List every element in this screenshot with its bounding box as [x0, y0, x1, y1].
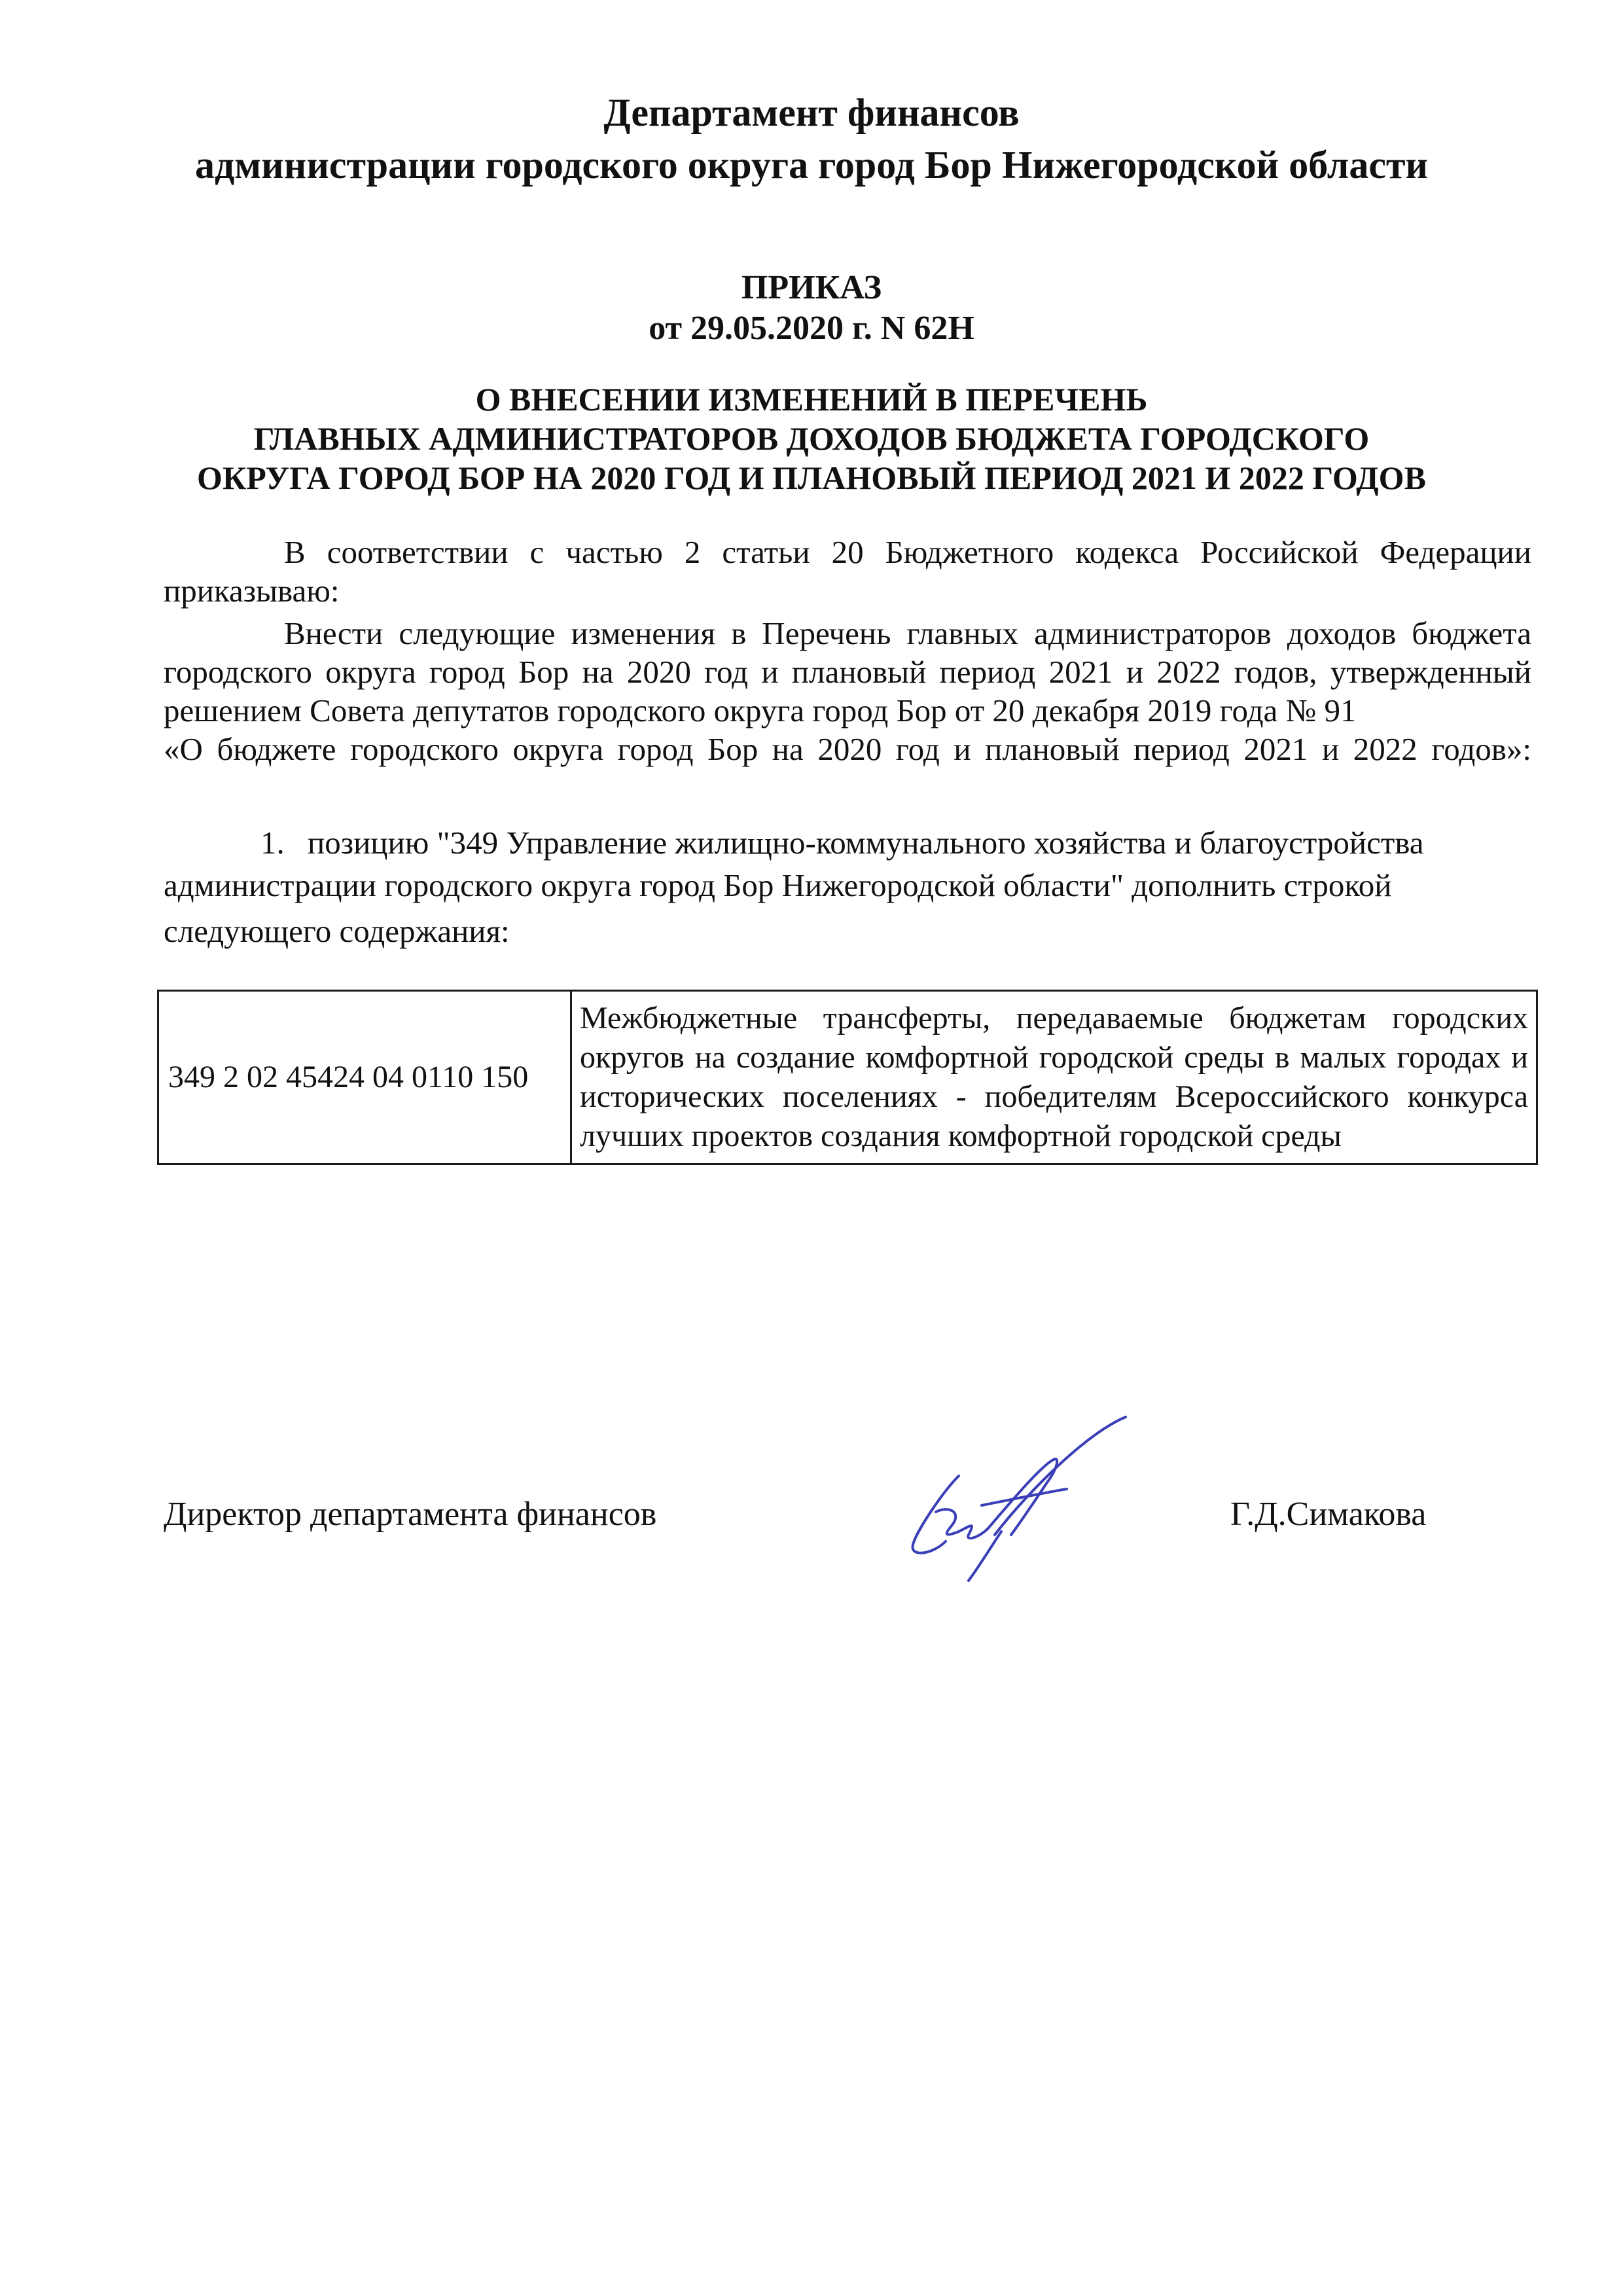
paragraph-changes-line-4: «О бюджете городского округа город Бор на 2020 год и плановый период 2021 и 2022 годов»: — [164, 731, 1531, 767]
description-line-4: лучших проектов создания комфортной городской среды — [580, 1119, 1342, 1153]
paragraph-changes-line-2: городского округа город Бор на 2020 год и плановый период 2021 и 2022 годов, утвержденный — [164, 654, 1531, 690]
income-code-table — [157, 990, 1538, 1165]
subject-line-1: О ВНЕСЕНИИ ИЗМЕНЕНИЙ В ПЕРЕЧЕНЬ — [475, 381, 1148, 418]
item-text-line-2: администрации городского округа город Бор Нижегородской области" дополнить строкой — [164, 867, 1392, 903]
handwritten-signature — [897, 1414, 1145, 1584]
department-name: Департамент финансов — [603, 91, 1020, 134]
table-row — [158, 991, 1537, 1164]
order-date-number: от 29.05.2020 г. N 62Н — [649, 310, 974, 347]
signatory-name: Г.Д.Симакова — [1230, 1496, 1427, 1533]
description-line-3: исторических поселениях - победителям Всероссийского конкурса — [580, 1079, 1528, 1114]
subject-line-2: ГЛАВНЫХ АДМИНИСТРАТОРОВ ДОХОДОВ БЮДЖЕТА ГОРОДСКОГО — [253, 420, 1370, 457]
item-number: 1. — [260, 825, 285, 861]
order-title: ПРИКАЗ — [741, 269, 882, 306]
item-text-line-1: позицию "349 Управление жилищно-коммунального хозяйства и благоустройства — [308, 825, 1424, 861]
paragraph-changes-line-3: решением Совета депутатов городского округа город Бор от 20 декабря 2019 года № 91 — [164, 692, 1357, 728]
item-text-line-3: следующего содержания: — [164, 913, 510, 949]
subject-line-3: ОКРУГА ГОРОД БОР НА 2020 ГОД И ПЛАНОВЫЙ ПЕРИОД 2021 И 2022 ГОДОВ — [197, 459, 1426, 496]
description-line-2: округов на создание комфортной городской среды в малых городах и — [580, 1040, 1528, 1075]
department-administration: администрации городского округа город Бор Нижегородской области — [194, 143, 1429, 187]
paragraph-changes-line-1: Внести следующие изменения в Перечень главных администраторов доходов бюджета — [284, 615, 1531, 651]
signatory-position: Директор департамента финансов — [164, 1496, 657, 1533]
paragraph-basis-line-2: приказываю: — [164, 573, 340, 609]
paragraph-basis-line-1: В соответствии с частью 2 статьи 20 Бюджетного кодекса Российской Федерации — [284, 534, 1531, 570]
income-code-cell: 349 2 02 45424 04 0110 150 — [158, 991, 571, 1164]
income-description-cell — [571, 991, 1537, 1164]
description-line-1: Межбюджетные трансферты, передаваемые бюджетам городских — [580, 1001, 1528, 1035]
